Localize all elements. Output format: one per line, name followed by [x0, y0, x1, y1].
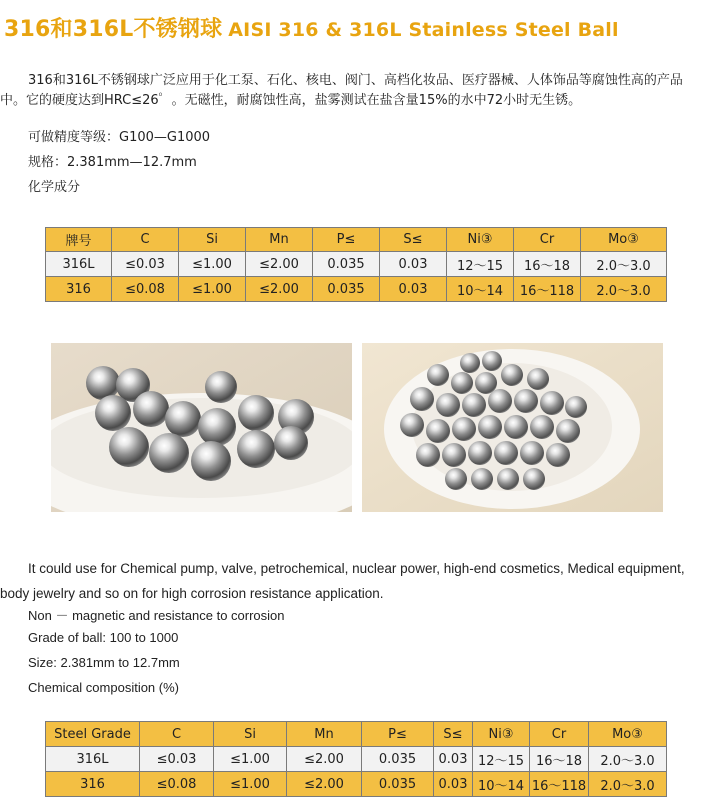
en-nonmagnetic-text: Non － magnetic and resistance to corrosion — [28, 608, 285, 623]
en-intro-paragraph: It could use for Chemical pump, valve, petrochemical, nuclear power, high-end cosmetics, Medical equipment, body jewelry and so on for high corrosion resistance application. — [0, 561, 685, 601]
table-cell: 0.03 — [434, 747, 473, 772]
table-cell: 12～15 — [447, 252, 514, 277]
table-cell: ≤2.00 — [287, 772, 362, 797]
cn-header-cr: Cr — [514, 228, 581, 252]
cn-table-header-row — [46, 228, 667, 252]
table-cell: 2.0～3.0 — [589, 772, 667, 797]
table-row — [46, 252, 667, 277]
cn-header-grade: 牌号 — [46, 228, 112, 252]
cn-chemical-table — [45, 227, 667, 302]
table-cell: ≤2.00 — [287, 747, 362, 772]
cn-grade-text: 可做精度等级：G100—G1000 — [28, 130, 211, 145]
table-cell: 10～14 — [473, 772, 530, 797]
cn-header-ni: Ni③ — [447, 228, 514, 252]
table-cell: 16～18 — [514, 252, 581, 277]
table-row — [46, 747, 667, 772]
table-cell: ≤1.00 — [179, 252, 246, 277]
table-cell: ≤0.03 — [112, 252, 179, 277]
en-header-c: C — [140, 722, 214, 747]
en-header-cr: Cr — [530, 722, 589, 747]
table-cell: 16～18 — [530, 747, 589, 772]
page-title — [4, 12, 619, 43]
en-chem-title: Chemical composition (%) — [28, 680, 179, 695]
table-cell: 0.035 — [313, 252, 380, 277]
table-cell: 10～14 — [447, 277, 514, 302]
table-cell: 316L — [46, 747, 140, 772]
cn-intro-paragraph: 316和316L不锈钢球广泛应用于化工泵、石化、核电、阀门、高档化妆品、医疗器械、人体饰品等腐蚀性高的产品中。它的硬度达到HRC≤26゜。无磁性，耐腐蚀性高，盐雾测试在盐含量15%的水中72小时无生锈。 — [0, 73, 683, 108]
cn-header-s: S≤ — [380, 228, 447, 252]
table-cell: 16～118 — [530, 772, 589, 797]
cn-chem-title: 化学成分 — [28, 180, 81, 195]
table-row — [46, 772, 667, 797]
cn-header-mo: Mo③ — [581, 228, 667, 252]
table-cell: ≤0.08 — [112, 277, 179, 302]
table-cell: ≤1.00 — [179, 277, 246, 302]
table-cell: 0.03 — [380, 252, 447, 277]
en-table-header-row — [46, 722, 667, 747]
table-cell: 0.035 — [362, 747, 434, 772]
en-header-mo: Mo③ — [589, 722, 667, 747]
table-cell: ≤1.00 — [214, 747, 287, 772]
en-chemical-table — [45, 721, 667, 797]
title-en: AISI 316 & 316L Stainless Steel Ball — [228, 19, 619, 41]
en-header-p: P≤ — [362, 722, 434, 747]
table-cell: ≤2.00 — [246, 277, 313, 302]
table-cell: 316L — [46, 252, 112, 277]
table-cell: 0.035 — [362, 772, 434, 797]
steel-balls-photo-left — [51, 343, 352, 512]
en-header-mn: Mn — [287, 722, 362, 747]
table-cell: 316 — [46, 772, 140, 797]
table-cell: 2.0～3.0 — [589, 747, 667, 772]
table-cell: ≤1.00 — [214, 772, 287, 797]
cn-header-c: C — [112, 228, 179, 252]
cn-header-si: Si — [179, 228, 246, 252]
table-cell: ≤0.08 — [140, 772, 214, 797]
cn-size-text: 规格：2.381mm—12.7mm — [28, 155, 197, 170]
table-cell: 12～15 — [473, 747, 530, 772]
en-size-text: Size: 2.381mm to 12.7mm — [28, 655, 180, 670]
table-cell: 0.03 — [380, 277, 447, 302]
table-cell: ≤0.03 — [140, 747, 214, 772]
cn-header-mn: Mn — [246, 228, 313, 252]
steel-balls-photo-right — [362, 343, 663, 512]
table-row — [46, 277, 667, 302]
table-cell: 16～118 — [514, 277, 581, 302]
table-cell: 2.0～3.0 — [581, 277, 667, 302]
table-cell: 0.03 — [434, 772, 473, 797]
cn-header-p: P≤ — [313, 228, 380, 252]
en-header-grade: Steel Grade — [46, 722, 140, 747]
table-cell: ≤2.00 — [246, 252, 313, 277]
en-grade-text: Grade of ball: 100 to 1000 — [28, 630, 179, 645]
en-header-s: S≤ — [434, 722, 473, 747]
table-cell: 316 — [46, 277, 112, 302]
table-cell: 0.035 — [313, 277, 380, 302]
en-header-si: Si — [214, 722, 287, 747]
title-cn: 316和316L不锈钢球 — [4, 17, 223, 42]
en-header-ni: Ni③ — [473, 722, 530, 747]
table-cell: 2.0～3.0 — [581, 252, 667, 277]
